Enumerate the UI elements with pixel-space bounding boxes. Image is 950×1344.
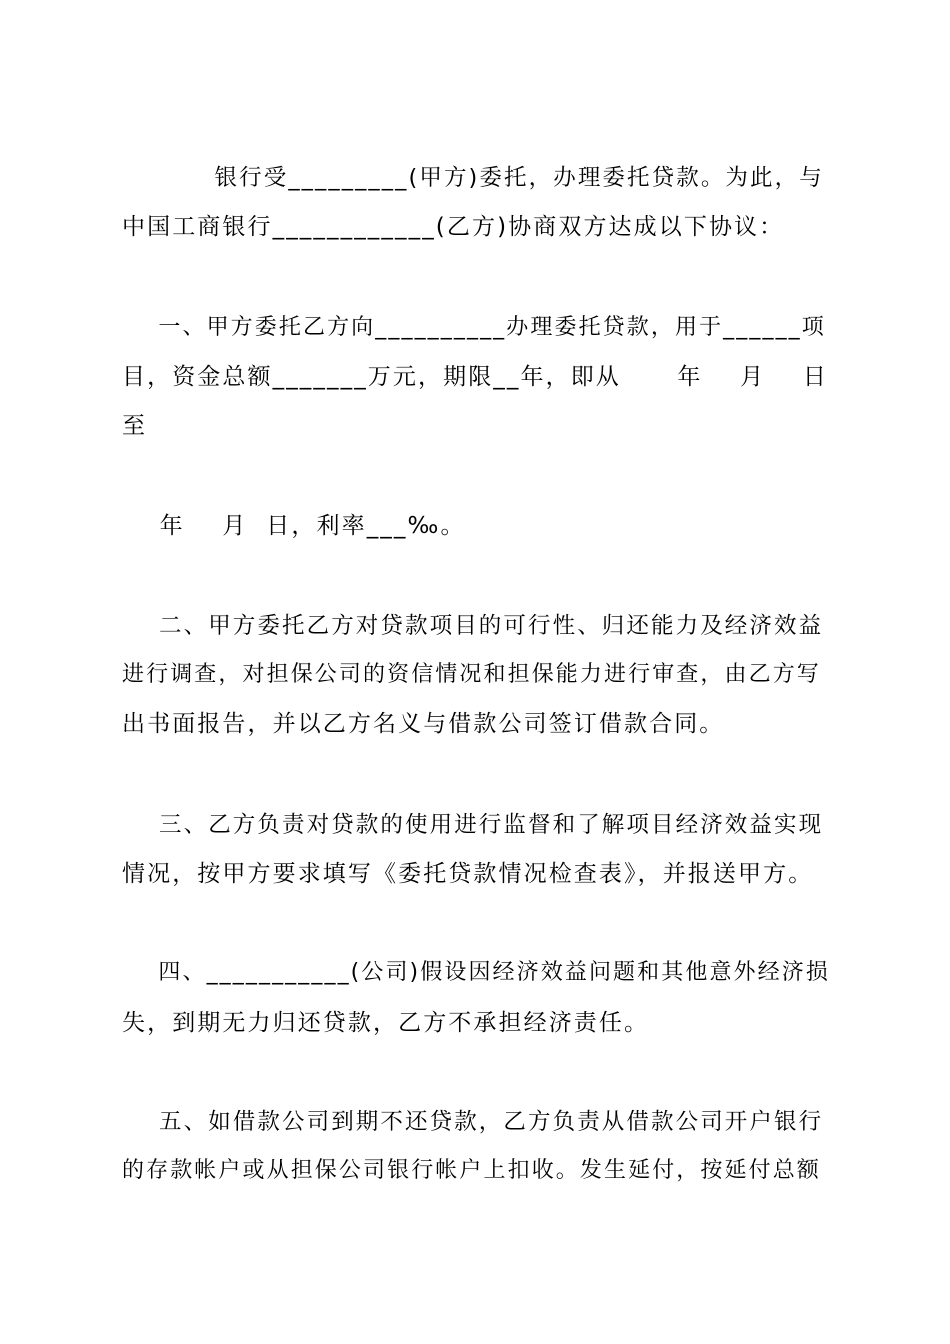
text-line: 目，资金总额_______万元，期限__年，即从 年 月 日	[122, 364, 828, 390]
text-line: 的存款帐户或从担保公司银行帐户上扣收。发生延付，按延付总额	[122, 1158, 821, 1183]
text-line: 五、如借款公司到期不还贷款，乙方负责从借款公司开户银行	[122, 1109, 824, 1135]
text-line: 至	[122, 413, 148, 439]
text-line: 三、乙方负责对贷款的使用进行监督和了解项目经济效益实现	[122, 812, 824, 838]
text-line: 进行调查，对担保公司的资信情况和担保能力进行审查，由乙方写	[122, 662, 821, 687]
text-line: 四、___________(公司)假设因经济效益问题和其他意外经济损	[122, 960, 830, 985]
text-line: 银行受_________(甲方)委托，办理委托贷款。为此，与	[122, 165, 824, 191]
text-line: 二、甲方委托乙方对贷款项目的可行性、归还能力及经济效益	[122, 613, 824, 639]
text-line: 中国工商银行____________(乙方)协商双方达成以下协议：	[122, 214, 785, 240]
text-line: 失，到期无力归还贷款，乙方不承担经济责任。	[122, 1010, 650, 1036]
text-line: 出书面报告，并以乙方名义与借款公司签订借款合同。	[122, 711, 725, 737]
text-line: 一、甲方委托乙方向__________办理委托贷款，用于______项	[122, 315, 826, 340]
text-line: 年 月 日，利率___‰。	[122, 513, 466, 539]
text-line: 情况，按甲方要求填写《委托贷款情况检查表》，并报送甲方。	[122, 861, 814, 887]
